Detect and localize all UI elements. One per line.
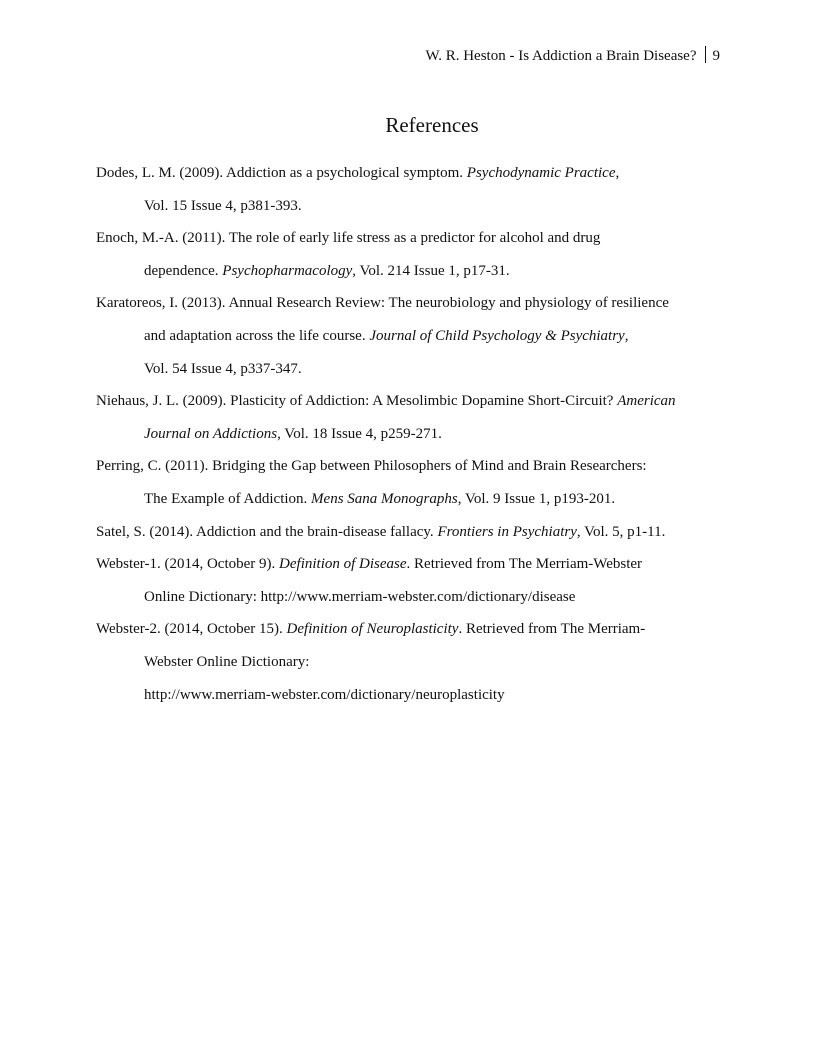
reference-list	[96, 157, 726, 711]
reference-source-title: Mens Sana Monographs	[311, 490, 458, 507]
reference-line	[96, 646, 726, 679]
reference-text: , Vol. 18 Issue 4, p259-271.	[277, 425, 442, 442]
reference-entry	[96, 385, 726, 450]
reference-line	[96, 679, 726, 712]
reference-text: Vol. 54 Issue 4, p337-347.	[144, 360, 302, 377]
reference-entry	[96, 157, 726, 222]
reference-line	[96, 287, 726, 320]
reference-text: Enoch, M.-A. (2011). The role of early life stress as a predictor for alcohol and drug	[96, 230, 601, 247]
reference-text: , Vol. 5, p1-11.	[576, 523, 666, 540]
reference-text: dependence.	[144, 262, 223, 279]
reference-entry	[96, 222, 726, 287]
reference-text: , Vol. 9 Issue 1, p193-201.	[457, 490, 616, 507]
reference-line	[96, 613, 726, 646]
reference-text: Webster-1. (2014, October 9).	[96, 556, 280, 573]
reference-source-title: Definition of Neuroplasticity	[286, 621, 459, 638]
reference-entry	[96, 548, 726, 613]
reference-source-title: Psychodynamic Practice	[466, 165, 616, 181]
references-heading: References	[385, 113, 479, 137]
running-title: W. R. Heston - Is Addiction a Brain Disease?	[425, 48, 697, 64]
reference-line	[96, 353, 726, 386]
page-number: 9	[712, 48, 720, 64]
reference-source-title: Frontiers in Psychiatry	[437, 523, 577, 540]
reference-line	[96, 222, 726, 255]
reference-source-title: Journal of Child Psychology & Psychiatry	[369, 327, 625, 344]
reference-line	[96, 516, 726, 549]
reference-source-title: Definition of Disease	[279, 556, 407, 573]
reference-line	[96, 483, 726, 516]
reference-line	[96, 548, 726, 581]
reference-text: . Retrieved from The Merriam-	[458, 621, 646, 638]
reference-source-title: American	[617, 393, 676, 410]
reference-line	[96, 581, 726, 614]
reference-text: Satel, S. (2014). Addiction and the brain-disease fallacy.	[96, 523, 438, 540]
reference-text: and adaptation across the life course.	[144, 327, 370, 344]
reference-line	[96, 255, 726, 288]
reference-entry	[96, 450, 726, 515]
reference-text: ,	[615, 165, 620, 181]
reference-text: Webster Online Dictionary:	[144, 653, 310, 670]
reference-text: . Retrieved from The Merriam-Webster	[406, 556, 643, 573]
reference-text: Webster-2. (2014, October 15).	[96, 621, 287, 638]
reference-line	[96, 190, 726, 223]
reference-source-title: Journal on Addictions	[144, 425, 278, 442]
running-header	[425, 46, 720, 66]
reference-text: Perring, C. (2011). Bridging the Gap between Philosophers of Mind and Brain Researchers:	[96, 458, 647, 475]
reference-line	[96, 418, 726, 451]
reference-line	[96, 320, 726, 353]
reference-text: ,	[624, 327, 629, 344]
reference-text: Vol. 15 Issue 4, p381-393.	[144, 197, 302, 214]
reference-line	[96, 385, 726, 418]
reference-text: , Vol. 214 Issue 1, p17-31.	[352, 262, 510, 279]
reference-entry	[96, 516, 726, 549]
reference-entry	[96, 287, 726, 385]
reference-line	[96, 450, 726, 483]
reference-text: Dodes, L. M. (2009). Addiction as a psychological symptom.	[96, 165, 467, 181]
reference-text: Karatoreos, I. (2013). Annual Research Review: The neurobiology and physiology of resilience	[96, 295, 669, 312]
reference-source-title: Psychopharmacology	[222, 262, 353, 279]
reference-text: http://www.merriam-webster.com/dictionary/neuroplasticity	[144, 686, 505, 703]
reference-text: Online Dictionary: http://www.merriam-webster.com/dictionary/disease	[144, 588, 576, 605]
reference-entry	[96, 613, 726, 711]
reference-text: The Example of Addiction.	[144, 490, 312, 507]
reference-text: Niehaus, J. L. (2009). Plasticity of Addiction: A Mesolimbic Dopamine Short-Circuit?	[96, 393, 618, 410]
reference-line	[96, 157, 726, 190]
header-divider	[705, 46, 706, 63]
